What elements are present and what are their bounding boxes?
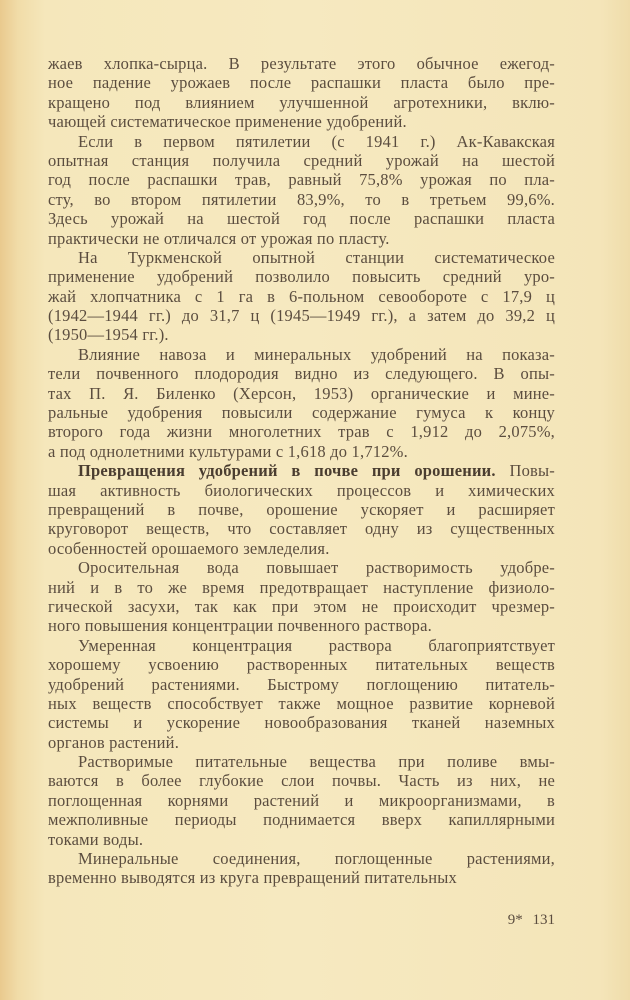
- text-line: опытная станция получила средний урожай на шестой: [48, 150, 555, 170]
- paragraph: [48, 752, 555, 849]
- text-line: второго года жизни многолетних трав с 1,912 до 2,075%,: [48, 422, 555, 442]
- paragraph: [48, 132, 555, 248]
- text-line: ний и в то же время предотвращает наступление физиоло-: [48, 577, 555, 597]
- paragraph: [48, 248, 555, 345]
- text-line: токами воды.: [48, 829, 144, 849]
- text-line: (1942—1944 гг.) до 31,7 ц (1945—1949 гг.), а затем до 39,2 ц: [48, 306, 555, 326]
- page-number: 9* 131: [507, 912, 555, 928]
- text-line: органов растений.: [48, 732, 180, 752]
- paragraph: [48, 461, 555, 558]
- text-line: системы и ускорение новообразования тканей наземных: [48, 713, 555, 733]
- text-line: шая активность биологических процессов и химических: [48, 480, 555, 500]
- text-line: межполивные периоды поднимается вверх капиллярными: [48, 810, 555, 830]
- text-line: применение удобрений позволило повысить средний уро-: [48, 267, 555, 287]
- text-line: Здесь урожай на шестой год после распашки пласта: [48, 209, 555, 229]
- text-line: практически не отличался от урожая по пласту.: [48, 228, 390, 248]
- text-line: ных веществ способствует также мощное развитие корневой: [48, 693, 555, 713]
- text-line: жаев хлопка-сырца. В результате этого обычное ежегод-: [48, 54, 555, 73]
- page-body-text: [48, 54, 555, 888]
- text-line: [48, 461, 555, 480]
- text-line: гической засухи, так как при этом не происходит чрезмер-: [48, 596, 555, 616]
- text-line: Влияние навоза и минеральных удобрений на показа-: [78, 344, 555, 364]
- text-line: хорошему усвоению растворенных питательных веществ: [48, 655, 555, 675]
- paragraph: [48, 849, 555, 888]
- text-line: Минеральные соединения, поглощенные растениями,: [78, 849, 555, 869]
- text-run: Повы-: [495, 461, 555, 481]
- text-line: а под однолетними культурами с 1,618 до 1,712%.: [48, 441, 408, 461]
- text-line: тах П. Я. Биленко (Херсон, 1953) органические и мине-: [48, 383, 555, 403]
- text-line: ное падение урожаев после распашки пласта было пре-: [48, 73, 555, 93]
- text-line: удобрений растениями. Быстрому поглощению питатель-: [48, 674, 555, 694]
- text-line: Если в первом пятилетии (с 1941 г.) Ак-Кавакская: [78, 131, 555, 151]
- text-line: сту, во втором пятилетии 83,9%, то в третьем 99,6%.: [48, 189, 555, 209]
- section-heading: Превращения удобрений в почве при орошении.: [78, 461, 496, 481]
- text-line: Растворимые питательные вещества при поливе вмы-: [78, 752, 555, 772]
- text-line: ваются в более глубокие слои почвы. Часть из них, не: [48, 771, 555, 791]
- text-line: тели почвенного плодородия видно из следующего. В опы-: [48, 364, 555, 384]
- text-line: год после распашки трав, равный 75,8% урожая по пла-: [48, 170, 555, 190]
- text-line: особенностей орошаемого земледелия.: [48, 538, 330, 558]
- paragraph: [48, 558, 555, 636]
- text-line: временно выводятся из круга превращений питательных: [48, 868, 457, 888]
- text-line: кращено под влиянием улучшенной агротехники, вклю-: [48, 92, 555, 112]
- text-line: ного повышения концентрации почвенного раствора.: [48, 616, 432, 636]
- text-line: ральные удобрения повысили содержание гумуса к концу: [48, 403, 555, 423]
- text-line: поглощенная корнями растений и микроорганизмами, в: [48, 790, 555, 810]
- paragraph: [48, 636, 555, 752]
- paragraph: [48, 54, 555, 132]
- text-line: На Туркменской опытной станции систематическое: [78, 247, 555, 267]
- text-line: чающей систематическое применение удобрений.: [48, 112, 407, 132]
- text-line: жай хлопчатника с 1 га в 6-польном севообороте с 17,9 ц: [48, 286, 555, 306]
- paragraph: [48, 345, 555, 461]
- text-line: Умеренная концентрация раствора благоприятствует: [78, 635, 555, 655]
- text-line: Оросительная вода повышает растворимость удобре-: [78, 558, 555, 578]
- text-line: круговорот веществ, что составляет одну из существенных: [48, 519, 555, 539]
- text-line: превращений в почве, орошение ускоряет и расширяет: [48, 499, 555, 519]
- text-line: (1950—1954 гг.).: [48, 325, 169, 345]
